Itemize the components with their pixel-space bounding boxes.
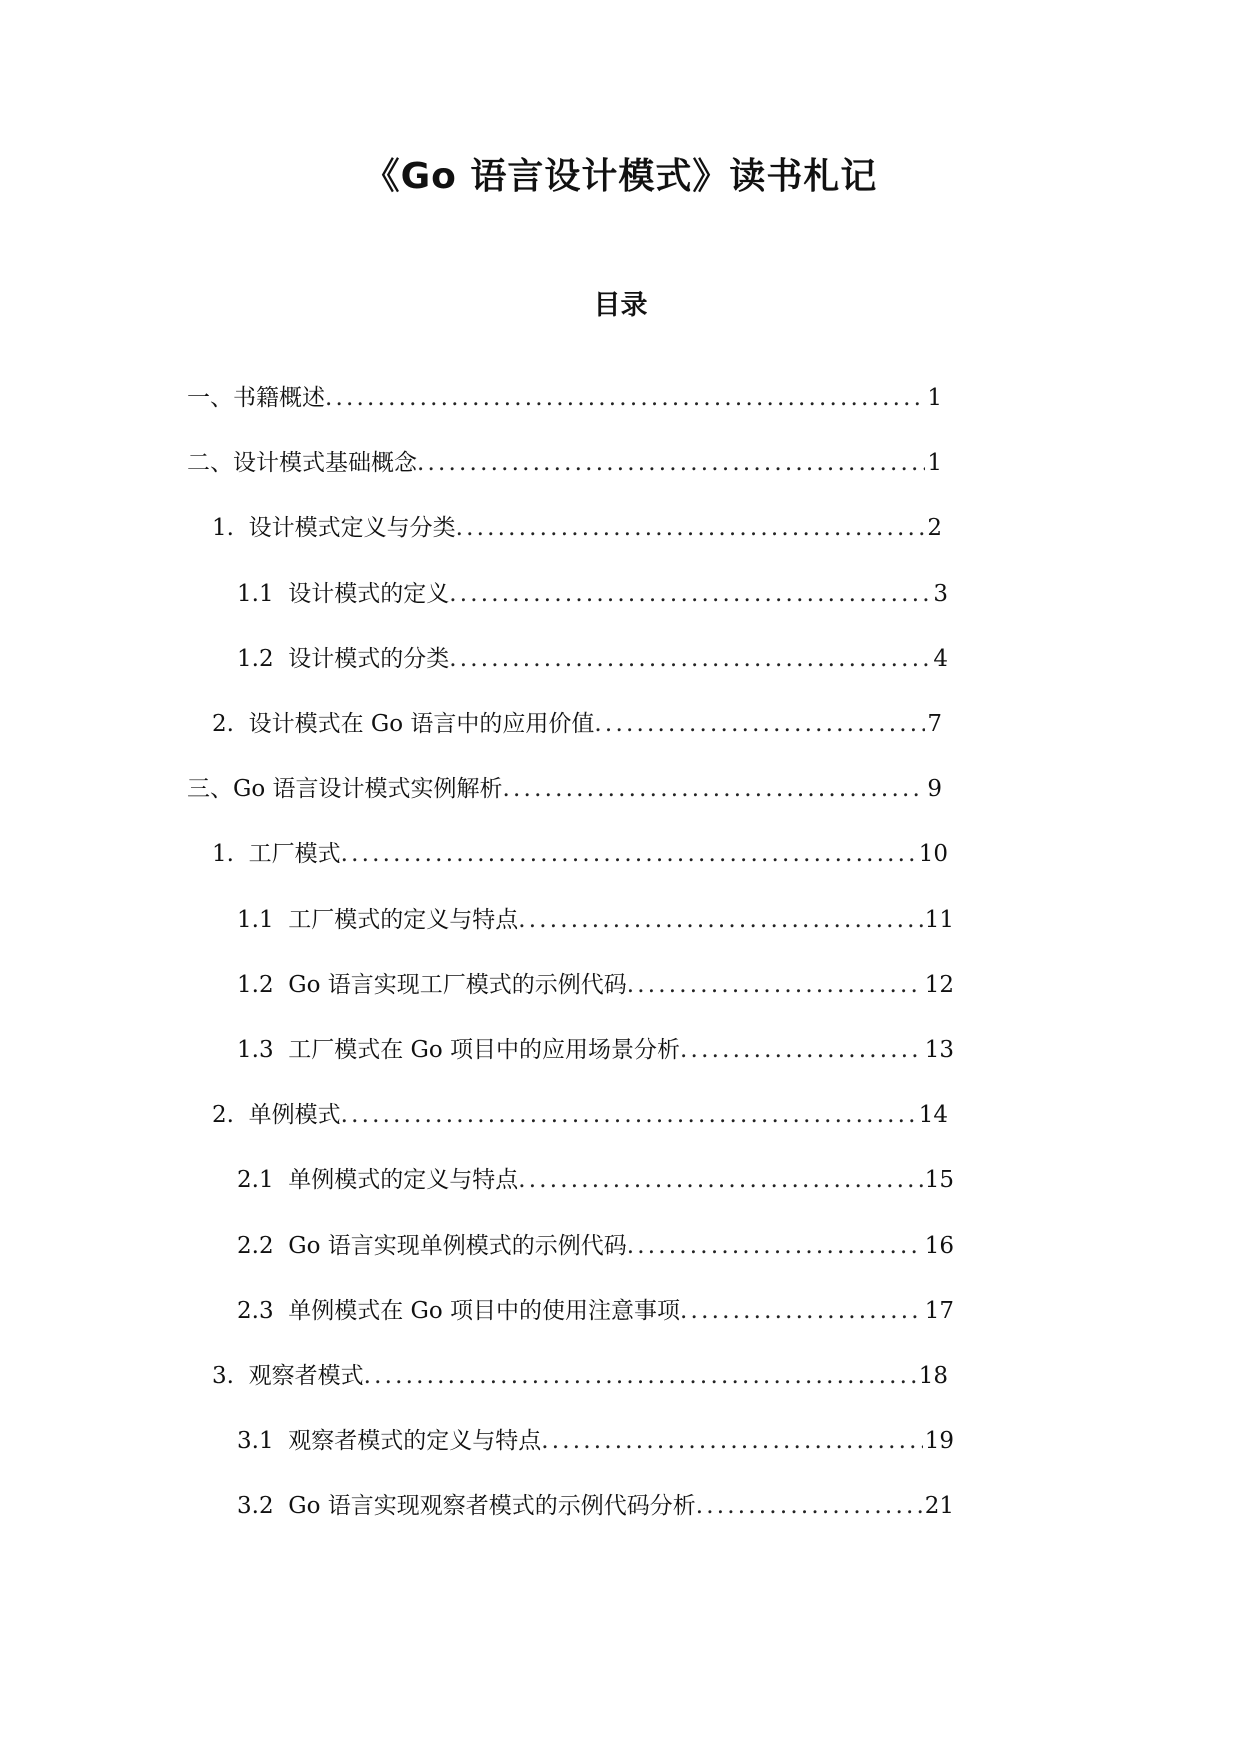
toc-entry-page: 17 (924, 1297, 954, 1324)
toc-entry-title: 书籍概述 (233, 385, 325, 411)
toc-entry-title: 工厂模式 (248, 841, 341, 868)
toc-entry-page: 19 (924, 1428, 954, 1455)
toc-entry-title: 设计模式基础概念 (233, 450, 417, 477)
toc-entry-title: 设计模式的定义 (288, 580, 450, 607)
toc-entry-page: 1 (927, 385, 942, 411)
toc-entry-number: 2.1 (237, 1167, 289, 1194)
toc-entry[interactable] (237, 1426, 954, 1456)
toc-dot-leader (541, 1426, 923, 1456)
toc-entry-number: 3.1 (237, 1428, 289, 1455)
toc-entry-number: 2.2 (237, 1232, 289, 1259)
toc-entry-number: 1.2 (237, 645, 289, 672)
toc-entry-title: 观察者模式的定义与特点 (288, 1428, 542, 1455)
toc-entry-page: 21 (924, 1493, 954, 1520)
toc-entry-number: 1.3 (237, 1037, 289, 1063)
toc-dot-leader (696, 1491, 923, 1521)
toc-entry-number: 1. (212, 841, 249, 868)
toc-entry-title: Go 语言实现观察者模式的示例代码分析 (288, 1493, 696, 1520)
toc-entry-title: 设计模式定义与分类 (248, 515, 456, 542)
toc-entry-title: 工厂模式在 Go 项目中的应用场景分析 (288, 1037, 681, 1063)
toc-entry-page: 13 (924, 1037, 954, 1063)
toc-entry-number: 一、 (187, 385, 233, 411)
toc-entry[interactable] (237, 1296, 954, 1326)
toc-entry[interactable] (237, 1491, 954, 1521)
toc-entry-page: 4 (933, 645, 948, 672)
toc-entry-page: 16 (924, 1232, 954, 1259)
toc-entry-title: 工厂模式的定义与特点 (288, 906, 519, 933)
toc-entry-number: 2. (212, 1102, 249, 1129)
toc-dot-leader (518, 905, 923, 935)
toc-entry-number: 2.3 (237, 1297, 289, 1324)
toc-dot-leader (341, 839, 917, 869)
toc-entry[interactable] (212, 839, 948, 869)
toc-entry[interactable] (187, 448, 942, 478)
toc-entry[interactable] (212, 709, 942, 739)
toc-entry-page: 14 (918, 1102, 948, 1129)
toc-dot-leader (627, 1231, 923, 1261)
toc-entry[interactable] (237, 644, 948, 674)
toc-entry-number: 3. (212, 1363, 249, 1389)
toc-entry-title: 观察者模式 (248, 1363, 364, 1389)
document-title: 《Go 语言设计模式》读书札记 (363, 156, 878, 197)
toc-entry-title: 单例模式 (248, 1102, 341, 1129)
toc-entry[interactable] (237, 1231, 954, 1261)
toc-entry[interactable] (237, 1165, 954, 1195)
toc-entry-title: Go 语言实现单例模式的示例代码 (288, 1232, 627, 1259)
toc-entry[interactable] (237, 579, 948, 609)
toc-entry-page: 2 (927, 515, 942, 542)
toc-entry[interactable] (237, 905, 954, 935)
toc-entry-page: 1 (927, 450, 942, 477)
toc-entry[interactable] (212, 1361, 948, 1391)
toc-entry-title: Go 语言设计模式实例解析 (233, 776, 503, 803)
toc-dot-leader (503, 774, 926, 804)
toc-dot-leader (449, 644, 931, 674)
toc-entry-page: 9 (927, 776, 942, 803)
toc-dot-leader (417, 448, 925, 478)
toc-entry-page: 7 (927, 711, 942, 737)
toc-heading: 目录 (593, 290, 648, 321)
toc-entry[interactable] (187, 383, 942, 413)
toc-entry[interactable] (212, 1100, 948, 1130)
toc-entry-number: 3.2 (237, 1493, 289, 1520)
toc-entry-number: 1.1 (237, 906, 289, 933)
toc-entry-number: 1.2 (237, 971, 289, 998)
toc-dot-leader (364, 1361, 917, 1391)
toc-entry-page: 3 (933, 580, 948, 607)
toc-entry-title: 单例模式的定义与特点 (288, 1167, 519, 1194)
toc-entry[interactable] (187, 774, 942, 804)
toc-dot-leader (627, 970, 923, 1000)
toc-dot-leader (518, 1165, 923, 1195)
toc-entry-number: 2. (212, 711, 249, 737)
toc-entry-page: 18 (918, 1363, 948, 1389)
toc-entry-title: 设计模式在 Go 语言中的应用价值 (248, 711, 595, 737)
toc-entry-page: 15 (924, 1167, 954, 1194)
toc-entry-page: 12 (924, 971, 954, 998)
toc-dot-leader (594, 709, 925, 739)
toc-entry-page: 11 (924, 906, 954, 933)
toc-dot-leader (341, 1100, 917, 1130)
toc-entry-title: 设计模式的分类 (288, 645, 450, 672)
toc-dot-leader (325, 383, 925, 413)
toc-entry-number: 1.1 (237, 580, 289, 607)
toc-entry[interactable] (212, 513, 942, 543)
toc-dot-leader (456, 513, 926, 543)
toc-entry[interactable] (237, 1035, 954, 1065)
toc-entry-number: 二、 (187, 450, 233, 477)
toc-entry-title: Go 语言实现工厂模式的示例代码 (288, 971, 627, 998)
toc-entry-number: 1. (212, 515, 249, 542)
toc-dot-leader (680, 1035, 923, 1065)
toc-entry-number: 三、 (187, 776, 233, 803)
toc-dot-leader (449, 579, 931, 609)
toc-entry-title: 单例模式在 Go 项目中的使用注意事项 (288, 1297, 681, 1324)
toc-entry[interactable] (237, 970, 954, 1000)
toc-dot-leader (680, 1296, 923, 1326)
toc-entry-page: 10 (918, 841, 948, 868)
